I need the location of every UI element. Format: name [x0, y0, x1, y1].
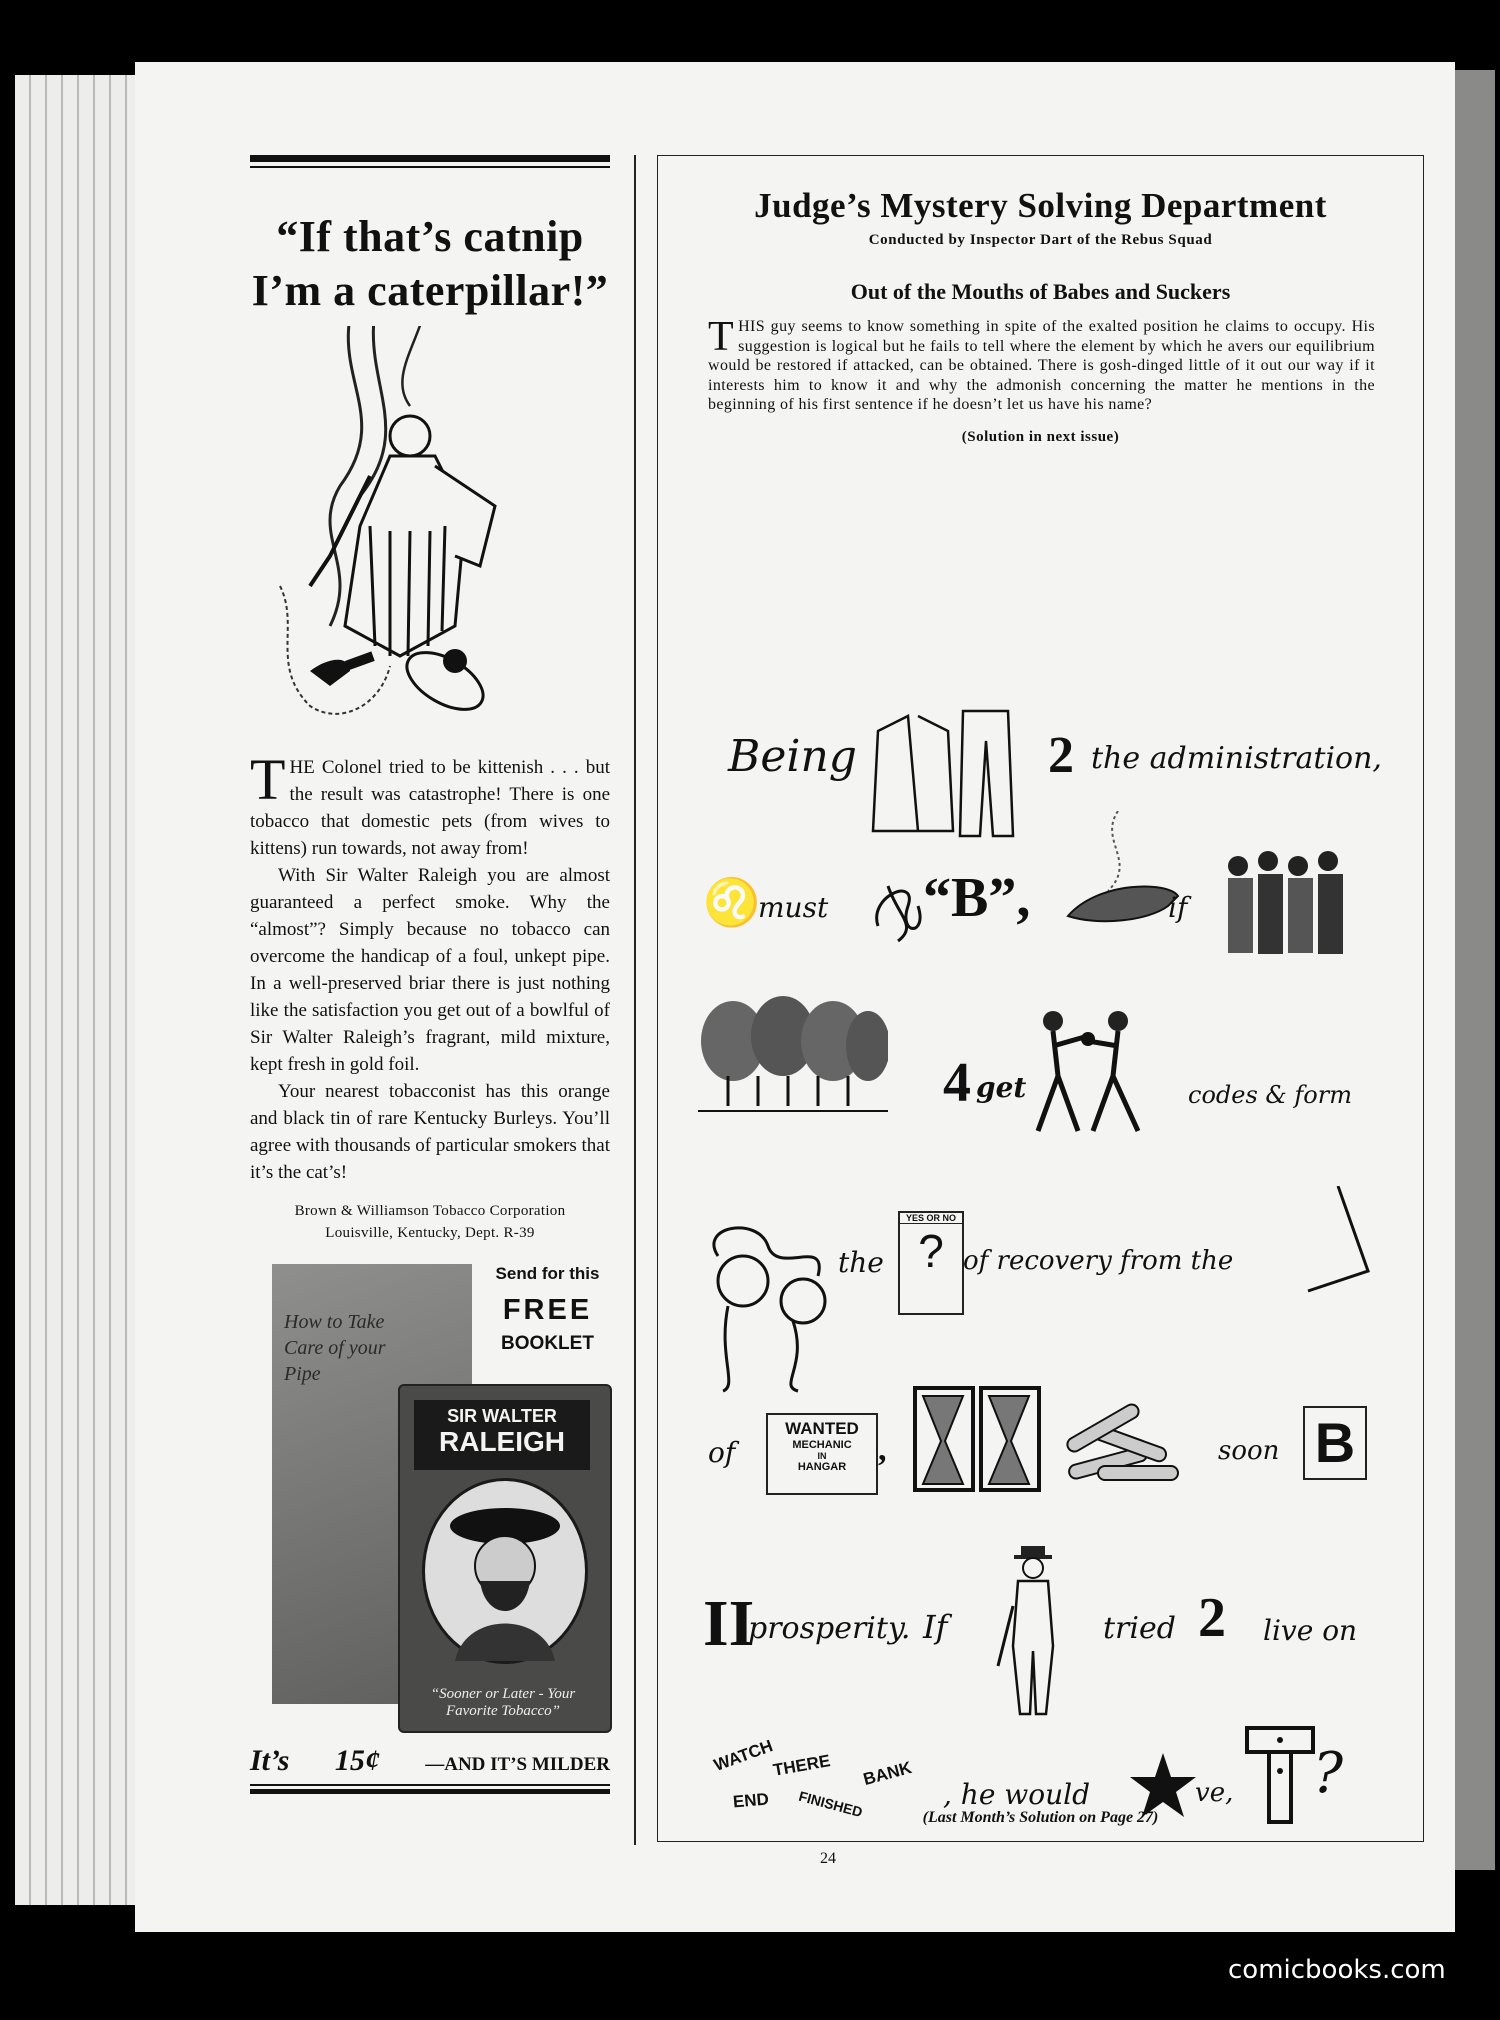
send-for-text: Send for this — [495, 1264, 600, 1283]
rebus-he-would: , he would — [943, 1778, 1091, 1811]
hangar-text: HANGAR — [797, 1461, 847, 1473]
department-subtitle: Conducted by Inspector Dart of the Rebus Squad — [868, 232, 1213, 248]
free-text: FREE — [502, 1294, 593, 1326]
ad-bottom-rule-thin — [250, 1784, 610, 1786]
boxers-icon — [1013, 1001, 1163, 1141]
rebus-soon: soon — [1218, 1436, 1280, 1466]
forest-icon — [698, 996, 888, 1126]
corp-line-1: Brown & Williamson Tobacco Corporation — [294, 1203, 566, 1219]
rebus-question: ? — [1313, 1741, 1344, 1806]
word-end: END — [732, 1789, 770, 1812]
tin-label-line2: RALEIGH — [439, 1426, 565, 1457]
ad-bottom-rule — [250, 1789, 610, 1794]
wanted-text: WANTED — [785, 1419, 859, 1438]
b-box: B — [1303, 1406, 1367, 1480]
word-there: THERE — [771, 1751, 832, 1780]
rebus-roman-two: II — [703, 1587, 755, 1660]
rebus-prosperity: prosperity. — [748, 1611, 911, 1646]
corp-line-2: Louisville, Kentucky, Dept. R-39 — [325, 1225, 535, 1241]
word-finished: FINISHED — [797, 1787, 865, 1821]
ad-corporation — [250, 1200, 610, 1244]
ad-body-copy — [250, 747, 610, 1186]
puzzle-heading: Out of the Mouths of Babes and Suckers — [850, 279, 1231, 304]
ad-paragraph-1-text: HE Colonel tried to be kittenish . . . but the result was catastrophe! There is one tobacco that domestic pets (from wives to kittens) run towards, not away from! — [250, 757, 610, 859]
knot-icon — [868, 866, 928, 946]
rebus-of-recovery: of recovery from the — [963, 1246, 1234, 1276]
leo-symbol: ♌ — [703, 877, 761, 928]
puzzle-intro-text: HIS guy seems to know something in spite of the exalted position he claims to occupy. His suggestion is logical but he fails to tell where the element by which he avers our equilibrium would be restored if attacked, can be obtained. There is gosh-dinged little of it out our way if it interests him to know it and why the admonish concerning the matter he mentions in the beginning of his first sentence if he doesn’t let us have his name? — [708, 318, 1375, 413]
ad-paragraph-3: Your nearest tobacconist has this orange and black tin of rare Kentucky Burleys. You’ll agree with thousands of particular smokers that it’s the cat’s! — [250, 1081, 610, 1183]
suit-icon — [868, 701, 1018, 841]
last-month-solution: (Last Month’s Solution on Page 27) — [922, 1809, 1159, 1826]
angle-bracket-icon — [1298, 1186, 1378, 1296]
rebus-tried: tried — [1103, 1611, 1176, 1646]
tin-label-line1: SIR WALTER — [447, 1406, 557, 1426]
tin-motto: “Sooner or Later - Your Favorite Tobacco” — [430, 1686, 576, 1719]
crowd-icon — [1218, 846, 1358, 956]
rebus-the: the — [838, 1246, 884, 1279]
ad-top-rule-thin — [250, 166, 610, 168]
tobacco-tin — [398, 1384, 612, 1733]
booklet-title: How to Take Care of your Pipe — [284, 1311, 386, 1385]
ad-paragraph-1 — [250, 747, 610, 862]
question-mark: ? — [918, 1225, 944, 1277]
tagline-its: It’s — [250, 1744, 290, 1777]
ad-tagline — [250, 1744, 610, 1778]
book-right-edge — [1455, 70, 1495, 1870]
rebus-codes-form: codes & form — [1188, 1081, 1352, 1109]
tagline-milder: —AND IT’S MILDER — [425, 1754, 610, 1775]
rebus-b-quote: “B”, — [923, 867, 1031, 929]
gentleman-icon — [988, 1546, 1078, 1721]
rebus-must: must — [758, 891, 829, 924]
rebus-administration: the administration, — [1091, 741, 1382, 776]
rebus-if-2: If — [923, 1608, 948, 1646]
product-photo — [250, 1264, 610, 1734]
rope-pulley-icon — [698, 1216, 848, 1396]
word-watch: WATCH — [711, 1736, 776, 1775]
rebus-if: if — [1168, 891, 1188, 924]
tin-label — [414, 1400, 590, 1470]
question-card — [898, 1211, 964, 1315]
ad-paragraph-2: With Sir Walter Raleigh you are almost guaranteed a perfect smoke. Why the “almost”? Simply because no tobacco can overcome the handicap of a foul, unkept pipe. In a well-preserved briar there is just nothing like the satisfaction you get out of a bowlful of Sir Walter Raleigh’s fragrant, mild mixture, kept fresh in gold foil. — [250, 865, 610, 1075]
rebus-live-on: live on — [1263, 1614, 1358, 1647]
rebus-ve: ve, — [1195, 1778, 1234, 1808]
booklet-text: BOOKLET — [501, 1333, 594, 1354]
watermark: comicbooks.com — [1228, 1955, 1446, 1985]
ad-headline-line2: I’m a caterpillar!” — [251, 266, 609, 315]
solution-note: (Solution in next issue) — [961, 428, 1120, 445]
ad-dropcap: T — [250, 747, 286, 812]
free-booklet-offer — [485, 1264, 610, 1355]
rebus-two-2: 2 — [1198, 1587, 1226, 1649]
ad-headline-line1: “If that’s catnip — [276, 212, 584, 261]
wanted-sign — [766, 1413, 878, 1495]
logs-icon — [1058, 1396, 1188, 1496]
puzzle-dropcap: T — [708, 314, 735, 360]
rebus-comma: , — [878, 1431, 887, 1468]
rebus-of: of — [708, 1436, 736, 1469]
raleigh-portrait — [422, 1478, 588, 1664]
rebus-two: 2 — [1048, 727, 1074, 784]
rebus-four: 4 — [943, 1052, 971, 1114]
tagline-price: 15¢ — [334, 1744, 380, 1777]
mechanic-text: MECHANIC — [792, 1439, 852, 1451]
in-text: IN — [817, 1451, 827, 1461]
word-bank: BANK — [861, 1757, 914, 1790]
raleigh-advertisement — [250, 155, 610, 1794]
page-number: 24 — [820, 1850, 836, 1867]
puzzle-intro — [708, 314, 1375, 415]
yes-no-label: YES OR NO — [900, 1213, 962, 1224]
department-title: Judge’s Mystery Solving Department — [754, 186, 1327, 225]
ad-headline — [250, 210, 610, 318]
hourglasses-icon — [913, 1386, 1043, 1496]
rebus-get: get — [976, 1071, 1027, 1104]
book-page-edges — [15, 75, 140, 1905]
column-divider — [634, 155, 636, 1845]
rebus-being: Being — [728, 731, 857, 782]
colonel-and-cat-illustration — [250, 326, 610, 746]
mystery-department-box — [657, 155, 1424, 1842]
ad-top-rule — [250, 155, 610, 162]
